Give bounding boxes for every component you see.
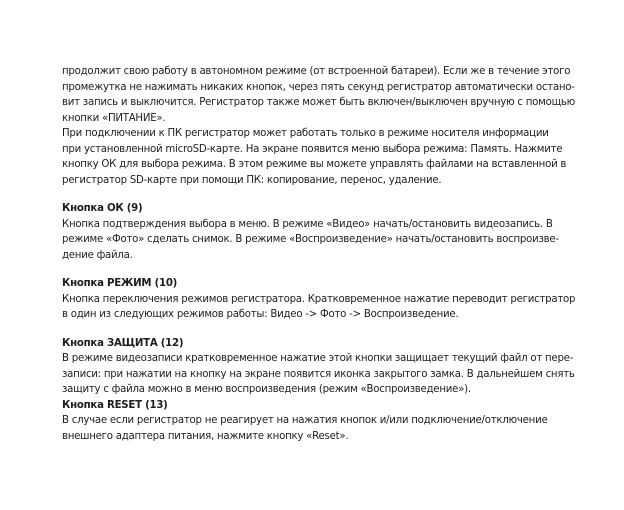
section-heading: Кнопка РЕЖИМ (10) [62, 278, 178, 289]
text-line: продолжит свою работу в автономном режиме (от встроенной батареи). Если же в течение этого [62, 66, 571, 77]
text-line: В режиме видеозаписи кратковременное нажатие этой кнопки защищает текущий файл от пере- [62, 353, 574, 364]
text-line: защиту с файла можно в меню воспроизведения (режим «Воспроизведение»). [62, 384, 471, 395]
text-line: Кнопка подтверждения выбора в меню. В режиме «Видео» начать/остановить видеозапись. В [62, 218, 553, 230]
text-line: Кнопка переключения режимов регистратора. Кратковременное нажатие переводит регистратор [62, 293, 576, 305]
section-button-protect [62, 336, 575, 398]
section-button-mode [62, 276, 576, 323]
section-button-ok [62, 201, 562, 263]
text-line: В случае если регистратор не реагирует на нажатия кнопок и/или подключение/отключение [62, 415, 548, 426]
text-line: записи: при нажатии на кнопку на экране появится иконка закрытого замка. В дальнейшем снять [62, 368, 575, 380]
text-line: дение файла. [62, 249, 133, 261]
section-heading: Кнопка ОК (9) [62, 203, 143, 214]
text-line: кнопку ОК для выбора режима. В этом режиме вы можете управлять файлами на вставленной в [62, 159, 567, 170]
text-line: в один из следующих режимов работы: Видео -> Фото -> Воспроизведение. [62, 309, 459, 320]
text-line: при установленной microSD-карте. На экране появится меню выбора режима: Память. Нажмите [62, 143, 563, 155]
section-button-reset [62, 398, 562, 445]
document-page [62, 64, 576, 444]
text-line: вит запись и выключится. Регистратор также может быть включен/выключен вручную с помощью [62, 97, 576, 108]
text-line: внешнего адаптера питания, нажмите кнопку «Reset». [62, 430, 349, 442]
text-line: режиме «Фото» сделать снимок. В режиме «Воспроизведение» начать/остановить воспроизве- [62, 234, 559, 245]
section-heading: Кнопка RESET (13) [62, 399, 168, 411]
section-heading: Кнопка ЗАЩИТА (12) [62, 337, 184, 349]
intro-paragraph-pc-connection [62, 126, 567, 188]
text-line: кнопки «ПИТАНИЕ». [62, 112, 166, 124]
text-line: промежутка не нажимать никаких кнопок, через пять секунд регистратор автоматически остано- [62, 81, 575, 93]
text-line: При подключении к ПК регистратор может работать только в режиме носителя информации [62, 128, 549, 139]
intro-paragraph-autonomous [62, 64, 576, 126]
text-line: регистратор SD-карте при помощи ПК: копирование, перенос, удаление. [62, 174, 442, 186]
